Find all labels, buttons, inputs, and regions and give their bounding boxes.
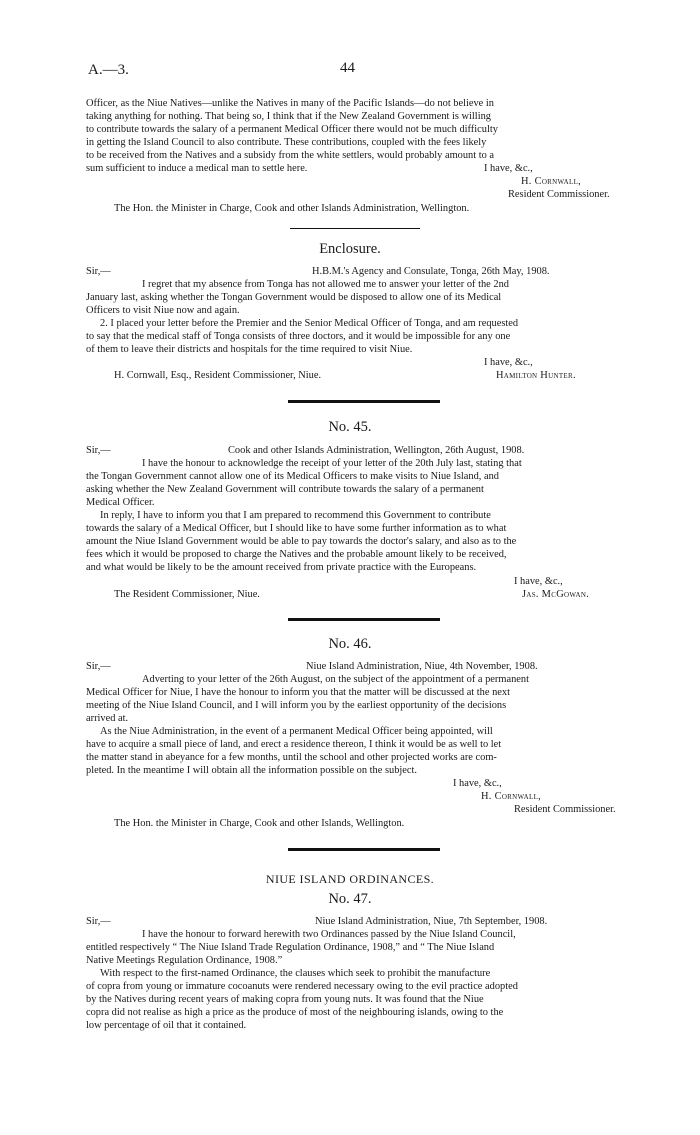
body-line: the matter stand in abeyance for a few months, until the school and other projected works are com- <box>86 752 497 764</box>
body-line: and what would be likely to be the amount received from private practice with the Europeans. <box>86 562 477 574</box>
body-line: of copra from young or immature cocoanuts were rendered necessary owing to the evil practice adopted <box>86 981 518 993</box>
body-line: to be received from the Natives and a subsidy from the white settlers, would probably amount to a <box>86 150 495 162</box>
enclosure-heading: Enclosure. <box>319 241 381 257</box>
body-line: In reply, I have to inform you that I am prepared to recommend this Government to contribute <box>100 510 491 521</box>
signatory: H. Cornwall, <box>481 791 542 802</box>
closing: I have, &c., <box>484 163 533 174</box>
body-line: have to acquire a small piece of land, and erect a residence thereon, I think it would be as well to let <box>86 739 502 751</box>
signatory: H. Cornwall, <box>521 176 582 187</box>
body-line: copra did not realise as high a price as the produce of most of the neighbouring islands, owing to the <box>86 1007 504 1019</box>
letterhead: H.B.M.'s Agency and Consulate, Tonga, 26th May, 1908. <box>312 266 550 277</box>
letter-46-paragraph-2 <box>86 725 636 777</box>
enclosure-paragraph-1 <box>86 278 636 317</box>
body-line: 2. I placed your letter before the Premier and the Senior Medical Officer of Tonga, and am requested <box>100 318 519 329</box>
body-line: As the Niue Administration, in the event of a permanent Medical Officer being appointed, will <box>100 726 493 737</box>
body-line: asking whether the New Zealand Government will contribute towards the salary of a permanent <box>86 484 484 496</box>
body-line: Native Meetings Regulation Ordinance, 1908.” <box>86 955 283 967</box>
body-line: Adverting to your letter of the 26th August, on the subject of the appointment of a permanent <box>142 674 529 685</box>
body-line: pleted. In the meantime I will obtain all the information possible on the subject. <box>86 765 417 777</box>
salutation: Sir,— <box>86 445 111 456</box>
letter-46-paragraph-1 <box>86 673 636 725</box>
addressee: The Resident Commissioner, Niue. <box>114 589 260 600</box>
body-line: I have the honour to acknowledge the receipt of your letter of the 20th July last, stating that <box>142 458 522 469</box>
body-line: meeting of the Niue Island Council, and I will inform you by the earliest opportunity of the decisions <box>86 700 507 712</box>
body-line: taking anything for nothing. That being so, I think that if the New Zealand Government is willing <box>86 111 491 123</box>
addressee: H. Cornwall, Esq., Resident Commissioner, Niue. <box>114 370 322 381</box>
addressee: The Hon. the Minister in Charge, Cook and other Islands, Wellington. <box>114 818 405 829</box>
closing: I have, &c., <box>514 576 563 587</box>
body-line: sum sufficient to induce a medical man to settle here. <box>86 163 308 175</box>
divider <box>288 400 440 403</box>
letter-46-heading: No. 46. <box>328 636 372 652</box>
body-line: to contribute towards the salary of a permanent Medical Officer there would not be much difficulty <box>86 124 498 136</box>
body-line: January last, asking whether the Tongan Government would be disposed to allow one of its Medical <box>86 292 502 304</box>
body-line: fees which it would be proposed to charge the Natives and the probable amount likely to be received, <box>86 549 507 561</box>
letter-45-paragraph-1 <box>86 457 636 509</box>
signatory: Hamilton Hunter. <box>496 370 576 381</box>
letter-45-paragraph-2 <box>86 509 636 574</box>
body-line: Medical Officer. <box>86 497 155 509</box>
divider <box>288 618 440 621</box>
signatory: Jas. McGowan. <box>522 589 590 600</box>
signatory-title: Resident Commissioner. <box>514 804 616 815</box>
letterhead: Cook and other Islands Administration, Wellington, 26th August, 1908. <box>228 445 525 456</box>
letter-47-paragraph-2 <box>86 967 636 1032</box>
letter-47-paragraph-1 <box>86 928 636 967</box>
body-line: Officers to visit Niue now and again. <box>86 305 240 317</box>
body-line: low percentage of oil that it contained. <box>86 1020 247 1032</box>
letterhead: Niue Island Administration, Niue, 4th November, 1908. <box>306 661 538 672</box>
body-line: arrived at. <box>86 713 129 725</box>
letter-45-heading: No. 45. <box>328 419 372 435</box>
body-line: to say that the medical staff of Tonga consists of three doctors, and it would be impossible for any one <box>86 331 511 343</box>
letterhead: Niue Island Administration, Niue, 7th September, 1908. <box>315 916 548 927</box>
body-line: by the Natives during recent years of making copra from young nuts. It was found that the Niue <box>86 994 484 1006</box>
divider <box>288 848 440 851</box>
salutation: Sir,— <box>86 916 111 927</box>
body-line: Officer, as the Niue Natives—unlike the Natives in many of the Pacific Islands—do not believe in <box>86 98 494 109</box>
signatory-title: Resident Commissioner. <box>508 189 610 200</box>
body-line: of them to leave their districts and hospitals for the time required to visit Niue. <box>86 344 413 356</box>
closing: I have, &c., <box>453 778 502 789</box>
body-line: entitled respectively “ The Niue Island Trade Regulation Ordinance, 1908,” and “ The Niue Island <box>86 942 495 954</box>
letter-44-body <box>86 97 636 176</box>
body-line: in getting the Island Council to also contribute. These contributions, coupled with the fees likely <box>86 137 487 149</box>
body-line: I have the honour to forward herewith two Ordinances passed by the Niue Island Council, <box>142 929 516 940</box>
body-line: With respect to the first-named Ordinance, the clauses which seek to prohibit the manufacture <box>100 968 491 979</box>
salutation: Sir,— <box>86 661 111 672</box>
salutation: Sir,— <box>86 266 111 277</box>
body-line: the Tongan Government cannot allow one of its Medical Officers to make visits to Niue Island, and <box>86 471 499 483</box>
page-number: 44 <box>340 60 355 76</box>
body-line: towards the salary of a Medical Officer, but I should like to have some further information as to what <box>86 523 507 535</box>
addressee: The Hon. the Minister in Charge, Cook and other Islands Administration, Wellington. <box>114 203 470 214</box>
closing: I have, &c., <box>484 357 533 368</box>
body-line: Medical Officer for Niue, I have the honour to inform you that the matter will be discussed at the next <box>86 687 510 699</box>
body-line: I regret that my absence from Tonga has not allowed me to answer your letter of the 2nd <box>142 279 509 290</box>
section-heading: NIUE ISLAND ORDINANCES. <box>265 872 435 886</box>
divider <box>290 228 420 229</box>
letter-47-heading: No. 47. <box>328 891 372 907</box>
enclosure-paragraph-2 <box>86 317 636 356</box>
parliamentary-paper-ref: A.—3. <box>88 62 129 78</box>
body-line: amount the Niue Island Government would be able to pay towards the doctor's salary, and also as to the <box>86 536 517 548</box>
